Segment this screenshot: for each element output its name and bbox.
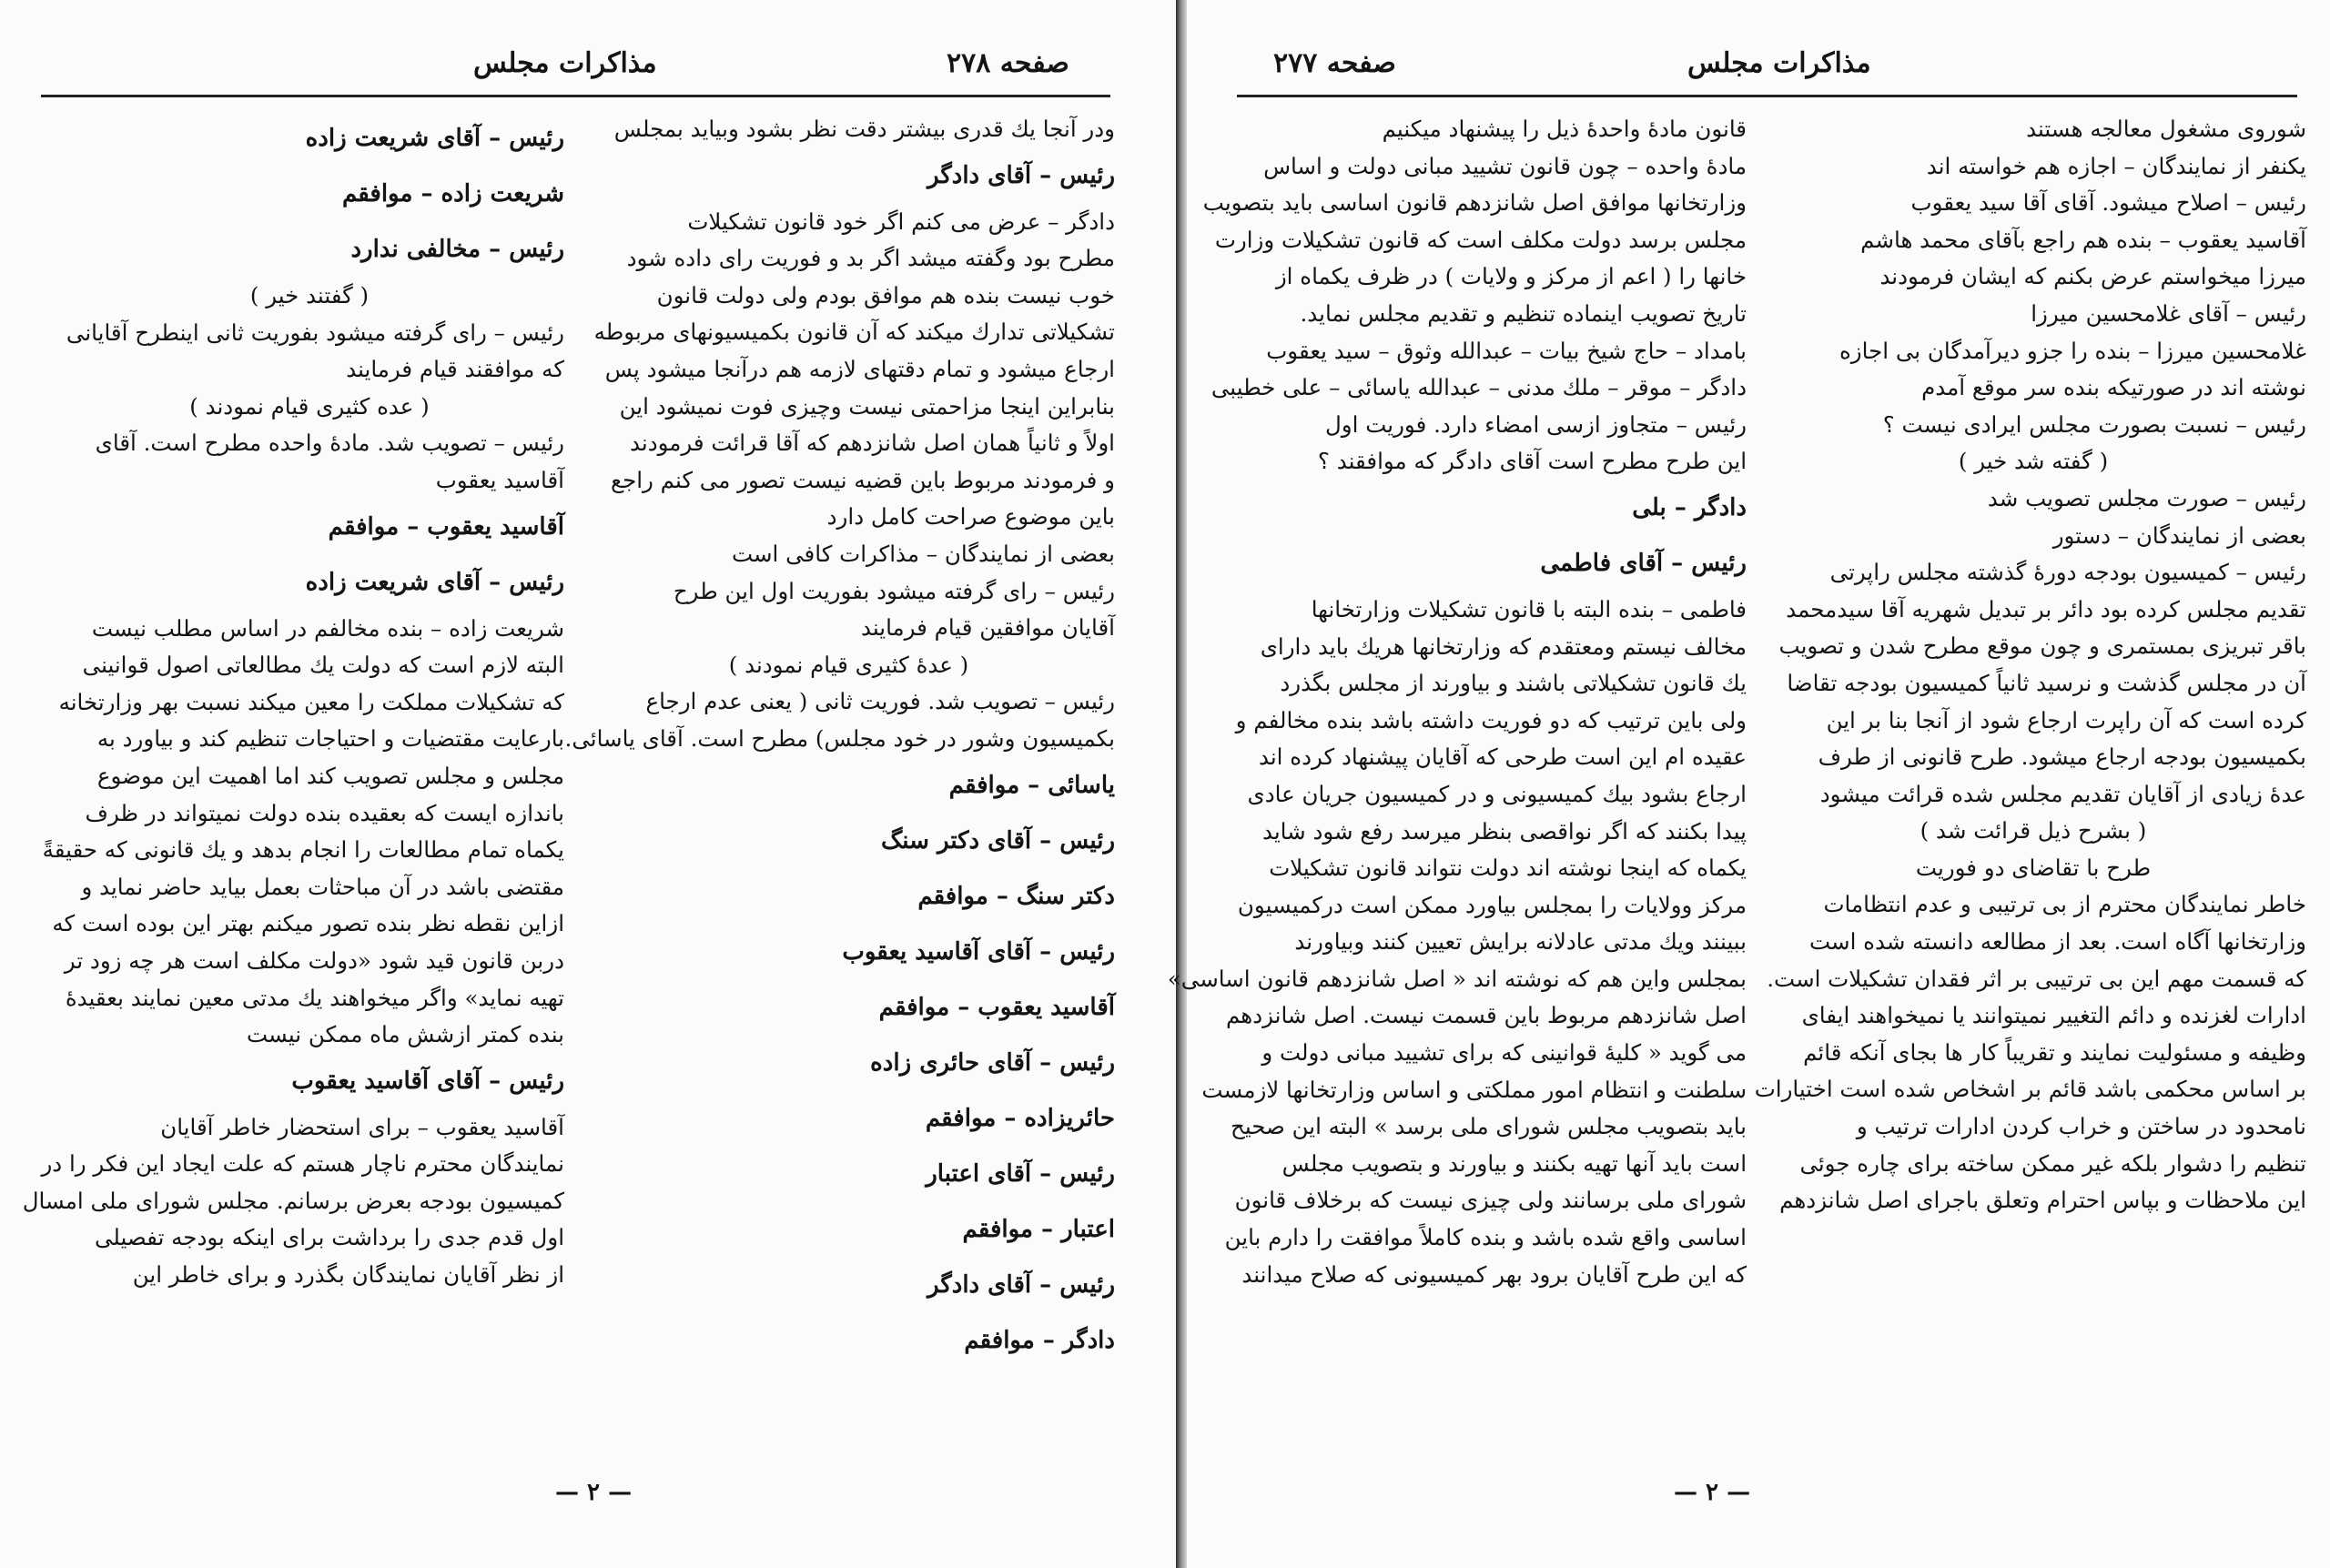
text-line: آن در مجلس گذشت و نرسید ثانیاً کمیسیون بودجه تقاضا	[1787, 669, 2306, 696]
speaker-line: رئیس – آقای حائری زاده	[870, 1048, 1115, 1077]
page-number: صفحه ۲۷۸	[947, 47, 1069, 79]
page-header-title: مذاکرات مجلس	[1687, 47, 1871, 79]
text-line: مادهٔ واحده – چون قانون تشیید مبانی دولت و اساس	[1263, 152, 1747, 179]
text-line: شورای ملی برسانند ولی چیزی نیست که برخلاف قانون	[1234, 1187, 1747, 1214]
text-line: رئیس – نسبت بصورت مجلس ایرادی نیست ؟	[1882, 410, 2306, 438]
speaker-line: رئیس – آقای شریعت زاده	[305, 125, 564, 152]
text-line: البته لازم است که دولت یك مطالعاتی اصول قوانینی	[82, 652, 564, 679]
speaker-line: رئیس – آقای دادگر	[927, 1270, 1115, 1299]
text-line: تاریخ تصویب اینماده تنظیم و تقدیم مجلس نماید.	[1300, 299, 1747, 327]
text-line: بنابراین اینجا مزاحمتی نیست وچیزی فوت نمیشود این	[619, 392, 1115, 420]
text-line: مقتضی باشد در آن مباحثات بعمل بیاید حاضر نماید و	[81, 873, 564, 900]
text-line: نامحدود در ساختن و خراب کردن ادارات ترتیب و	[1856, 1113, 2306, 1140]
text-line: باقر تبریزی بمستمری و چون موقع مطرح شدن و تصویب	[1778, 632, 2306, 660]
text-line: از نظر آقایان نمایندگان بگذرد و برای خاطر این	[132, 1261, 564, 1289]
text-line: یك قانون تشکیلاتی باشند و بیاورند از مجلس بگذرد	[1280, 670, 1747, 697]
text-line: رئیس – تصویب شد. فوریت ثانی ( یعنی عدم ارجاع	[645, 688, 1115, 715]
header-rule	[41, 95, 1110, 97]
text-line: رئیس – کمیسیون بودجه دورهٔ گذشته مجلس راپرتی	[1829, 559, 2306, 586]
speaker-line: رئیس – آقای دکتر سنگ	[881, 826, 1115, 855]
text-line: که این طرح آقایان برود بهر کمیسیونی که صلاح میدانند	[1241, 1260, 1747, 1288]
speaker-line: دادگر – موافقم	[964, 1326, 1115, 1354]
text-line: آقاسید یعقوب – بنده هم راجع بآقای محمد هاشم	[1860, 226, 2306, 253]
right-page	[1167, 0, 2330, 1568]
speaker-line: اعتبار – موافقم	[962, 1215, 1115, 1243]
page-footer: — ۲ —	[1674, 1479, 1751, 1506]
text-line: بر اساس محکمی باشد قائم بر اشخاص شده است اختیارات	[1754, 1076, 2306, 1103]
text-line: رئیس – متجاوز ازسی امضاء دارد. فوریت اول	[1324, 410, 1747, 438]
text-line: این ملاحظات و بپاس احترام وتعلق باجرای اصل شانزدهم	[1779, 1187, 2306, 1214]
text-line: آقاسید یعقوب – برای استحضار خاطر آقایان	[160, 1113, 564, 1140]
text-line: آقایان موافقین قیام فرمایند	[861, 614, 1115, 642]
text-line: خانها را ( اعم از مرکز و ولایات ) در ظرف یکماه از	[1275, 263, 1747, 290]
centered-note: ( عدهٔ کثیری قیام نمودند )	[728, 651, 969, 678]
centered-note: ( گفته شد خیر )	[1958, 448, 2109, 475]
text-line: نمایندگان محترم ناچار هستم که علت ایجاد این فکر را در	[41, 1150, 564, 1178]
text-line: خاطر نمایندگان محترم از بی ترتیبی و عدم انتظامات	[1823, 891, 2306, 918]
text-line: نوشته اند در صورتیکه بنده سر موقع آمدم	[1921, 374, 2306, 401]
text-line: رئیس – رای گرفته میشود بفوریت اول این طرح	[673, 577, 1115, 604]
text-line: یکنفر از نمایندگان – اجازه هم خواسته اند	[1926, 152, 2306, 179]
text-line: رئیس – آقای غلامحسین میرزا	[2031, 299, 2306, 327]
text-line: رئیس – صورت مجلس تصویب شد	[1987, 484, 2306, 511]
text-line: که موافقند قیام فرمایند	[346, 356, 564, 383]
text-line: که تشکیلات مملکت را معین میکند نسبت بهر وزارتخانه	[58, 688, 564, 715]
text-line: و فرمودند مربوط باین قضیه نیست تصور می کنم راجع	[611, 466, 1115, 493]
text-line: وزارتخانها موافق اصل شانزدهم قانون اساسی باید بتصویب	[1202, 189, 1747, 217]
text-line: کرده است که آن راپرت ارجاع شود از آنجا بنا بر این	[1826, 706, 2306, 733]
text-line: بکمیسیون وشور در خود مجلس) مطرح است. آقای یاسائی.	[564, 724, 1115, 752]
text-line: اساسی واقع شده باشد و بنده کاملاً موافقت را دارم باین	[1224, 1224, 1747, 1251]
speaker-line: رئیس – آقای آقاسید یعقوب	[842, 937, 1115, 966]
text-line: رئیس – تصویب شد. مادهٔ واحده مطرح است. آقای	[95, 430, 564, 457]
book-spine	[1176, 0, 1187, 1568]
text-column-left	[22, 111, 564, 1294]
text-line: دادگر – عرض می کنم اگر خود قانون تشکیلات	[687, 207, 1115, 235]
text-line: باندازه ایست که بعقیده بنده دولت نمیتواند در ظرف	[85, 799, 564, 826]
text-line: پیدا بکنند که اگر نواقصی بنظر میرسد رفع شود شاید	[1261, 817, 1747, 845]
text-line: باین موضوع صراحت کامل دارد	[826, 503, 1115, 531]
text-line: بنده کمتر ازشش ماه ممکن نیست	[246, 1021, 564, 1048]
text-line: وظیفه و مسئولیت نمایند و تقریباً کار ها بجای آنکه قائم	[1803, 1038, 2306, 1066]
text-line: می گوید « کلیهٔ قوانینی که برای تشیید مبانی دولت و	[1261, 1039, 1747, 1067]
text-line: عدهٔ زیادی از آقایان تقدیم مجلس شده قرائت میشود	[1819, 780, 2306, 807]
text-line: یکماه که اینجا نوشته اند دولت نتواند قانون تشکیلات	[1269, 855, 1747, 882]
text-line: عقیده ام این است طرحی که آقایان پیشنهاد کرده اند	[1258, 744, 1747, 771]
text-line: بارعایت مقتضیات و احتیاجات تنظیم کند و بیاورد به	[96, 725, 564, 753]
text-line: که قسمت مهم این بی ترتیبی بر اثر فقدان تشکیلات است.	[1767, 965, 2306, 992]
text-line: قانون مادهٔ واحدهٔ ذیل را پیشنهاد میکنیم	[1382, 116, 1747, 142]
speaker-line: شریعت زاده – موافقم	[341, 180, 564, 207]
text-line: سلطنت و انتظام امور مملکتی و اساس وزارتخانها لازمست	[1201, 1076, 1747, 1103]
text-line: اولاً و ثانیاً همان اصل شانزدهم که آقا قرائت فرمودند	[630, 430, 1115, 457]
text-line: بکمیسیون بودجه ارجاع میشود. طرح قانونی از طرف	[1818, 744, 2306, 771]
text-line: وزارتخانها آگاه است. بعد از مطالعه دانسته شده است	[1808, 928, 2306, 956]
text-line: یکماه تمام مطالعات را انجام بدهد و یك قانونی که حقیقةً	[42, 836, 564, 864]
text-line: دادگر – موقر – ملك مدنی – عبدالله یاسائی – علی خطیبی	[1211, 374, 1747, 401]
speaker-line: آقاسید یعقوب – موافقم	[878, 993, 1115, 1021]
text-line: ببینند ویك مدتی عادلانه برایش تعیین کنند وبیاورند	[1294, 928, 1747, 956]
speaker-line: حائریزاده – موافقم	[925, 1104, 1115, 1132]
centered-note: ( بشرح ذیل قرائت شد )	[1920, 817, 2147, 845]
speaker-line: آقاسید یعقوب – موافقم	[328, 512, 564, 541]
text-line: مطرح بود وگفته میشد اگر بد و فوریت رای داده شود	[626, 245, 1115, 272]
speaker-line: رئیس – آقای شریعت زاده	[305, 568, 564, 596]
text-line: تقدیم مجلس کرده بود دائر بر تبدیل شهریه آقا سیدمحمد	[1786, 595, 2306, 622]
page-number: صفحه ۲۷۷	[1273, 47, 1396, 79]
text-line: غلامحسین میرزا – بنده را جزو دیرآمدگان بی اجازه	[1839, 337, 2306, 364]
text-line: مرکز وولایات را بمجلس بیاورد ممکن است درکمیسیون	[1237, 891, 1747, 918]
speaker-line: دکتر سنگ – موافقم	[917, 882, 1115, 910]
centered-note: ( عده کثیری قیام نمودند )	[189, 392, 430, 420]
centered-note: ( گفتند خیر )	[249, 282, 370, 309]
text-line: بعضی از نمایندگان – مذاکرات کافی است	[731, 540, 1115, 567]
text-line: فاطمی – بنده البته با قانون تشکیلات وزارتخانها	[1311, 595, 1747, 622]
speaker-line: یاسائی – موافقم	[948, 771, 1115, 799]
speaker-line: دادگر – بلی	[1632, 493, 1747, 521]
text-line: ارجاع میشود و تمام دقتهای لازمه هم درآنجا میشود پس	[604, 355, 1115, 382]
text-line: اصل شانزدهم مربوط باین قسمت نیست. اصل شانزدهم	[1225, 1002, 1747, 1029]
speaker-line: رئیس – آقای اعتبار	[926, 1159, 1115, 1188]
text-line: اول قدم جدی را برداشت برای اینکه بودجه تفصیلی	[95, 1224, 564, 1251]
text-line: بمجلس واین هم که نوشته اند « اصل شانزدهم قانون اساسی»	[1167, 965, 1747, 992]
text-line: رئیس – رای گرفته میشود بفوریت ثانی اینطرح آقایانی	[66, 319, 564, 346]
text-line: ولی باین ترتیب که دو فوریت داشته باشد بنده مخالفم و	[1235, 706, 1747, 733]
text-column-left	[1167, 111, 1747, 1293]
text-line: این طرح مطرح است آقای دادگر که موافقند ؟	[1317, 448, 1747, 475]
text-line: بامداد – حاج شیخ بیات – عبدالله وثوق – سید یعقوب	[1266, 337, 1747, 364]
page-footer: — ۲ —	[555, 1479, 633, 1506]
text-line: رئیس – اصلاح میشود. آقای آقا سید یعقوب	[1910, 189, 2306, 217]
page-header-title: مذاکرات مجلس	[473, 47, 657, 79]
text-column-right	[1754, 111, 2306, 1219]
speaker-line: رئیس – مخالفی ندارد	[350, 236, 564, 263]
speaker-line: رئیس – آقای فاطمی	[1540, 549, 1747, 577]
text-line: دربن قانون قید شود «دولت مکلف است هر چه زود تر	[64, 946, 564, 974]
centered-note: طرح با تقاضای دو فوریت	[1915, 854, 2152, 881]
text-line: بعضی از نمایندگان – دستور	[2052, 521, 2306, 549]
text-line: ارجاع بشود بیك کمیسیونی و در کمیسیون جریان عادی	[1247, 780, 1747, 807]
text-line: ودر آنجا یك قدری بیشتر دقت نظر بشود وبیاید بمجلس	[613, 116, 1115, 142]
text-line: ادارات لغزنده و دائم التغییر نمیتوانند یا نمیخواهند ایفای	[1801, 1002, 2306, 1029]
text-line: شوروی مشغول معالجه هستند	[2026, 116, 2306, 142]
speaker-line: رئیس – آقای آقاسید یعقوب	[291, 1067, 564, 1095]
text-line: مجلس و مجلس تصویب کند اما اهمیت این موضوع	[96, 762, 564, 789]
text-column-right	[564, 111, 1115, 1369]
text-line: شریعت زاده – بنده مخالفم در اساس مطلب نیست	[91, 614, 564, 642]
text-line: آقاسید یعقوب	[435, 466, 564, 493]
text-line: مخالف نیستم ومعتقدم که وزارتخانها هریك باید دارای	[1260, 632, 1747, 660]
text-line: تهیه نماید» واگر میخواهند یك مدتی معین نمایند بعقیدهٔ	[65, 984, 564, 1011]
text-line: ازاین نقطه نظر بنده تصور میکنم بهتر این بوده است که	[52, 910, 564, 937]
text-line: تشکیلاتی تدارك میکند که آن قانون بکمیسیونهای مربوطه	[593, 319, 1115, 346]
text-line: خوب نیست بنده هم موافق بودم ولی دولت قانون	[656, 281, 1115, 309]
speaker-line: رئیس – آقای دادگر	[927, 161, 1115, 189]
text-line: باید بتصویب مجلس شورای ملی برسد » البته این صحیح	[1231, 1113, 1747, 1140]
text-line: است باید آنها تهیه بکنند و بیاورند و بتصویب مجلس	[1282, 1149, 1747, 1177]
text-line: میرزا میخواستم عرض بکنم که ایشان فرمودند	[1879, 263, 2306, 290]
text-line: کمیسیون بودجه بعرض برسانم. مجلس شورای ملی امسال	[22, 1187, 564, 1214]
header-rule	[1237, 95, 2297, 97]
text-line: مجلس برسد دولت مکلف است که قانون تشکیلات وزارت	[1214, 226, 1747, 253]
text-line: تنظیم را دشوار بلکه غیر ممکن ساخته برای چاره جوئی	[1799, 1149, 2306, 1177]
